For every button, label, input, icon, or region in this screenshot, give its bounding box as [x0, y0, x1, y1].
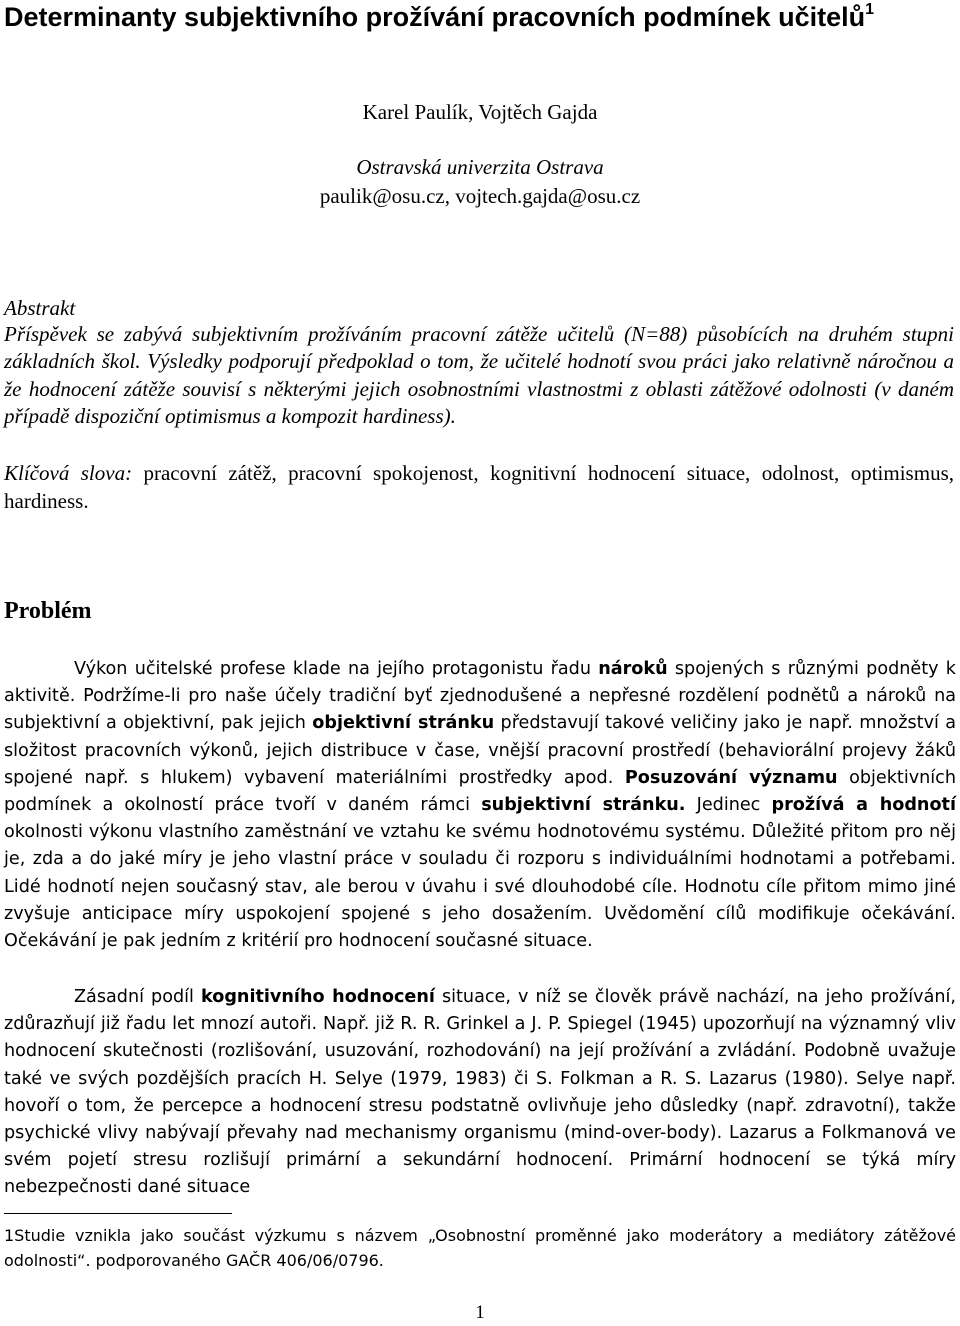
paragraph-text: objektivních podmínek a okolností práce tvoří v daném rámci: [4, 767, 956, 816]
emphasis-posuzovani-vyznamu: Posuzování významu: [624, 767, 838, 788]
emphasis-subjektivni-stranku: subjektivní stránku.: [481, 795, 686, 816]
page-number: 1: [475, 1302, 485, 1323]
paragraph-text: Zásadní podíl: [74, 987, 202, 1007]
affiliation: Ostravská univerzita Ostrava: [356, 155, 604, 179]
emphasis-naroku: nároků: [598, 659, 668, 679]
authors: Karel Paulík, Vojtěch Gajda: [362, 100, 598, 124]
paper-title-text: Determinanty subjektivního prožívání pracovních podmínek učitelů: [4, 2, 866, 32]
paper-title: [4, 0, 954, 34]
emphasis-prozivá-a-hodnoti: prožívá a hodnotí: [771, 795, 956, 816]
abstract-heading: Abstrakt: [4, 296, 76, 320]
author-emails: paulik@osu.cz, vojtech.gajda@osu.cz: [319, 184, 641, 208]
paragraph-text: Výkon učitelské profese klade na jejího protagonistu řadu: [74, 659, 599, 679]
keywords-list: pracovní zátěž, pracovní spokojenost, kognitivní hodnocení situace, odolnost, optimismus, hardiness.: [4, 461, 954, 513]
footnote: 1Studie vznikla jako součást výzkumu s názvem „Osobnostní proměnné jako moderátory a mediátory zátěžové odolnosti“. podporovaného GAČR 406/06/0796.: [4, 1226, 956, 1270]
paragraph-text: představují takové veličiny jako je např. množství a složitost pracovních výkonů, jejich distribuce v čase, vnější pracovní prostředí (behaviorální projevy žáků spojené např. s hlukem) vybavení materiálními prostředky apod.: [4, 713, 957, 788]
footnote-separator: [4, 1213, 232, 1214]
title-footnote-mark: 1: [865, 1, 875, 18]
keywords-label: Klíčová slova:: [4, 461, 133, 485]
keywords: [4, 459, 954, 515]
paragraph-text: Jedinec: [685, 795, 772, 816]
paragraph-text: spojených s různými podněty k aktivitě. Podržíme-li pro naše účely tradiční byť zjednodušené a nepřesné rozdělení podnětů a nároků na subjektivní a objektivní, pak jejich: [4, 659, 956, 734]
body-paragraph-1: [4, 656, 956, 955]
paragraph-text: situace, v níž se člověk právě nachází, na jeho prožívání, zdůrazňují již řadu let mnozí autoři. Např. již R. R. Grinkel a J. P. Spiegel (1945) upozorňují na významný vliv hodnocení skutečnosti (rozlišování, usuzování, rozhodování) na její prožívání a zvládání. Podobně uvažuje také ve svých pozdějších pracích H. Selye (1979, 1983) či S. Folkman a R. S. Lazarus (1980). Selye např. hovoří o tom, že percepce a hodnocení stresu podstatně ovlivňuje jeho důsledky (např. zdravotní), takže psychické vlivy nabývají převahy nad mechanismy organismu (mind-over-body). Lazarus a Folkmanová ve svém pojetí stresu rozlišují primární a sekundární hodnocení. Primární hodnocení se týká míry nebezpečnosti dané situace: [4, 987, 956, 1198]
abstract-text: Příspěvek se zabývá subjektivním prožíváním pracovní zátěže učitelů (N=88) působících na druhém stupni základních škol. Výsledky podporují předpoklad o tom, že učitelé hodnotí svou práci jako relativně náročnou a že hodnocení zátěže souvisí s některými jejich osobnostními vlastnostmi z oblasti zátěžové odolnosti (v daném případě dispoziční optimismus a kompozit hardiness).: [4, 322, 954, 429]
paragraph-text: okolnosti výkonu vlastního zaměstnání ve vztahu ke svému hodnotovému systému. Důležité přitom pro něj je, zda a do jaké míry je jeho vlastní práce v souladu či rozporu s individuálními hodnotami a potřebami. Lidé hodnotí nejen současný stav, ale berou v úvahu i své dlouhodobé cíle. Hodnotu cíle přitom mimo jiné zvyšuje anticipace míry uspokojení spojené s jeho dosažením. Uvědomění cílů modifikuje očekávání. Očekávání je pak jedním z kritérií pro hodnocení současné situace.: [4, 822, 956, 952]
emphasis-kognitivniho-hodnoceni: kognitivního hodnocení: [201, 987, 435, 1007]
emphasis-objektivni-stranku: objektivní stránku: [312, 713, 495, 734]
section-heading-problem: Problém: [4, 598, 92, 624]
body-paragraph-2: [4, 984, 956, 1202]
